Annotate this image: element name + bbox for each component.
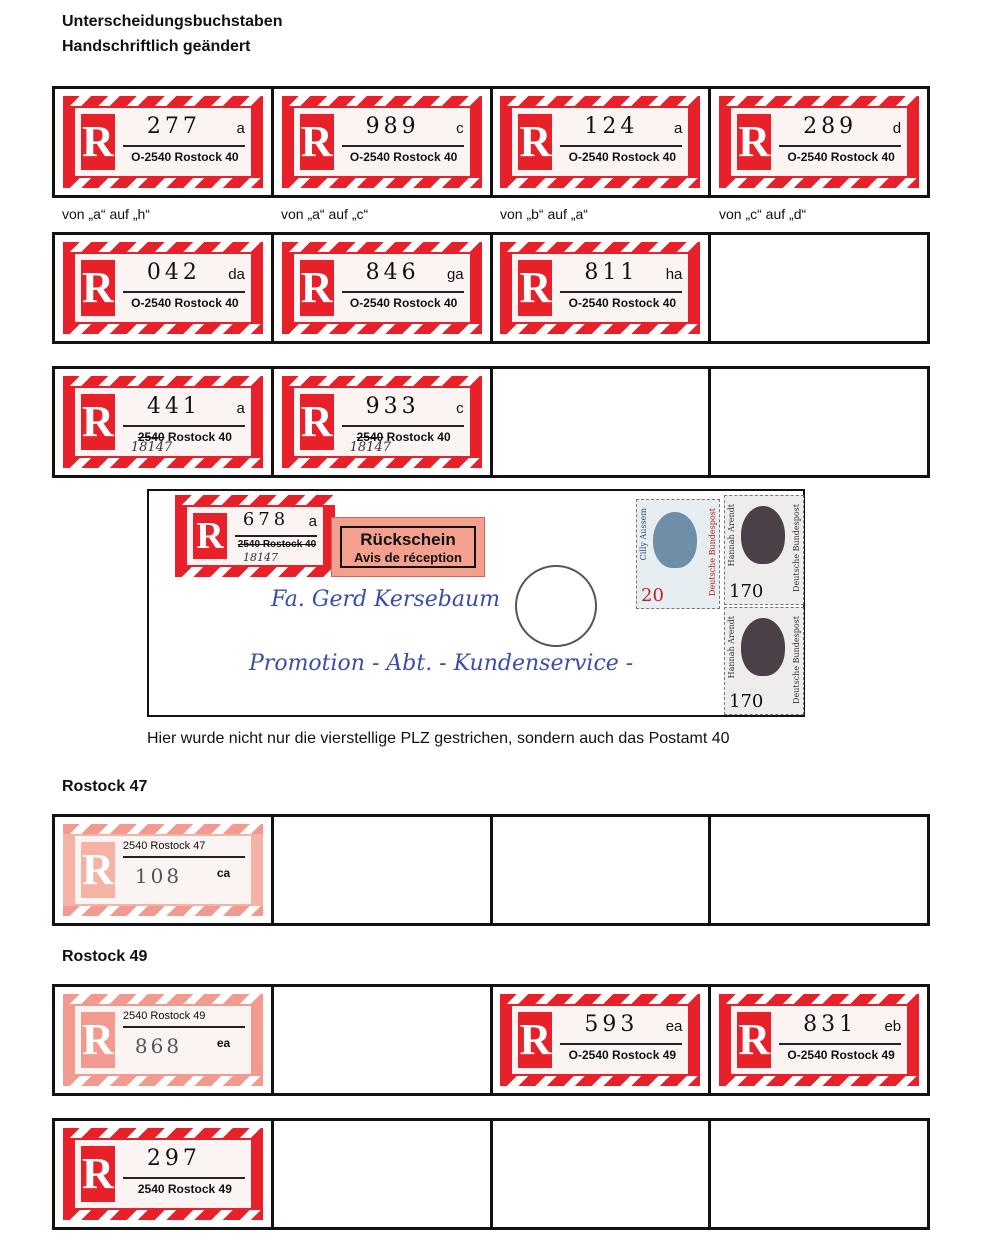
r-letter-icon: R [300,114,334,170]
empty-cell [493,369,712,475]
stamp-country: Deutsche Bundespost [792,504,801,592]
label-number: 989 [365,114,420,139]
r-letter-icon: R [81,842,115,898]
registration-label [63,242,263,334]
handwritten-code: 18147 [243,551,278,564]
label-number: 277 [146,114,201,139]
registration-label [63,376,263,468]
empty-cell [493,817,712,923]
empty-cell [274,817,493,923]
label-row-49-a [52,984,930,1096]
handwritten-code: 18147 [130,440,173,455]
stamp-value: 170 [729,581,764,602]
label-suffix: ha [665,266,683,283]
registration-label [719,994,919,1086]
registration-label [500,994,700,1086]
label-row-47 [52,814,930,926]
stamp-value: 170 [729,691,764,712]
label-office: O-2540 Rostock 49 [568,1048,677,1062]
r-letter-icon: R [81,394,115,450]
label-row-1 [52,86,930,198]
postage-stamp [724,495,804,605]
label-number: 868 [134,1034,183,1058]
label-row-49-b [52,1118,930,1230]
label-office: 2540 Rostock 47 [122,840,206,852]
empty-cell [711,817,927,923]
empty-cell [493,1121,712,1227]
registration-label [500,242,700,334]
section-title-47: Rostock 47 [62,778,148,795]
label-suffix: a [308,513,317,530]
portrait-icon [741,618,785,676]
envelope [147,489,805,717]
label-cell [711,89,927,195]
caption: von „a“ auf „h“ [62,206,150,222]
label-suffix: ca [216,866,231,880]
r-letter-icon: R [518,1012,552,1068]
label-office: O-2540 Rostock 40 [131,296,239,310]
stamp-value: 20 [641,585,664,606]
r-letter-icon: R [518,114,552,170]
r-letter-icon: R [737,114,771,170]
page-subtitle: Handschriftlich geändert [62,38,251,55]
label-suffix: c [456,400,464,417]
label-office: O-2540 Rostock 40 [787,150,895,164]
label-cell [711,987,927,1093]
label-suffix: a [236,400,245,417]
label-office: O-2540 Rostock 40 [131,150,239,164]
label-number: 846 [365,260,420,285]
label-office: O-2540 Rostock 40 [568,296,677,310]
rueckschein-label [331,517,485,577]
empty-cell [711,369,927,475]
postage-stamp [636,499,720,609]
label-number: 933 [365,394,420,419]
address-line-1: Fa. Gerd Kersebaum [271,587,500,612]
r-letter-icon: R [300,260,334,316]
label-cell [274,369,493,475]
label-number: 289 [803,114,858,139]
registration-label [63,1128,263,1220]
empty-cell [711,1121,927,1227]
stamp-name: Cilly Aussem [639,508,648,561]
registration-label [175,495,335,577]
r-letter-icon: R [81,1012,115,1068]
label-cell [274,235,493,341]
label-number: 042 [146,260,201,285]
stamp-name: Hannah Arendt [727,616,736,679]
label-office: 2540 Rostock 40 [137,430,232,444]
label-suffix: a [236,120,245,137]
postage-stamp [724,607,804,715]
empty-cell [274,1121,493,1227]
envelope-caption: Hier wurde nicht nur die vierstellige PLZ gestrichen, sondern auch das Postamt 40 [147,730,730,747]
caption: von „b“ auf „a“ [500,206,588,222]
label-cell [55,1121,274,1227]
label-suffix: ga [446,266,464,283]
registration-label [500,96,700,188]
label-row-3 [52,366,930,478]
label-cell [493,987,712,1093]
r-letter-icon: R [193,513,227,559]
empty-cell [274,987,493,1093]
registration-label [282,96,482,188]
r-letter-icon: R [737,1012,771,1068]
label-office: 2540 Rostock 49 [122,1010,206,1022]
r-letter-icon: R [81,114,115,170]
label-suffix: da [228,266,245,283]
stamp-country: Deutsche Bundespost [708,508,717,596]
rueckschein-title: Rückschein [360,530,456,549]
label-office: O-2540 Rostock 40 [568,150,677,164]
caption: von „c“ auf „d“ [719,206,807,222]
label-cell [274,89,493,195]
registration-label [63,96,263,188]
registration-label [282,242,482,334]
label-number: 124 [584,114,639,139]
label-number: 441 [146,394,201,419]
label-suffix: ea [665,1018,683,1035]
label-office: 2540 Rostock 40 [356,430,451,444]
label-cell [493,235,712,341]
label-suffix: eb [884,1018,902,1035]
r-letter-icon: R [300,394,334,450]
registration-label [719,96,919,188]
label-suffix: a [674,120,683,137]
label-office: 2540 Rostock 40 [237,539,317,550]
label-number: 593 [584,1012,639,1037]
portrait-icon [741,506,785,564]
label-suffix: c [456,120,464,137]
stamp-name: Hannah Arendt [727,504,736,567]
label-number: 811 [584,260,639,285]
label-cell [55,369,274,475]
label-office: O-2540 Rostock 40 [349,296,458,310]
page-title: Unterscheidungsbuchstaben [62,13,283,30]
handwritten-code: 18147 [349,440,391,455]
r-letter-icon: R [518,260,552,316]
label-suffix: d [892,120,902,137]
stamp-country: Deutsche Bundespost [792,616,801,704]
postmark-icon [515,565,597,647]
rueckschein-subtitle: Avis de réception [354,550,462,565]
label-cell [55,987,274,1093]
label-number: 297 [146,1146,201,1171]
label-number: 108 [134,864,183,888]
label-office: 2540 Rostock 49 [137,1182,232,1196]
label-office: O-2540 Rostock 40 [349,150,458,164]
label-row-2 [52,232,930,344]
empty-cell [711,235,927,341]
label-cell [493,89,712,195]
registration-label [63,994,263,1086]
label-cell [55,235,274,341]
label-cell [55,89,274,195]
address-line-2: Promotion - Abt. - Kundenservice - [249,651,634,676]
r-letter-icon: R [81,1146,115,1202]
caption: von „a“ auf „c“ [281,206,369,222]
label-suffix: ea [216,1036,231,1050]
registration-label [63,824,263,916]
label-number: 678 [242,509,290,530]
registration-label [282,376,482,468]
r-letter-icon: R [81,260,115,316]
portrait-icon [653,512,697,568]
label-cell [55,817,274,923]
label-office: O-2540 Rostock 49 [787,1048,895,1062]
label-number: 831 [803,1012,858,1037]
section-title-49: Rostock 49 [62,948,148,965]
